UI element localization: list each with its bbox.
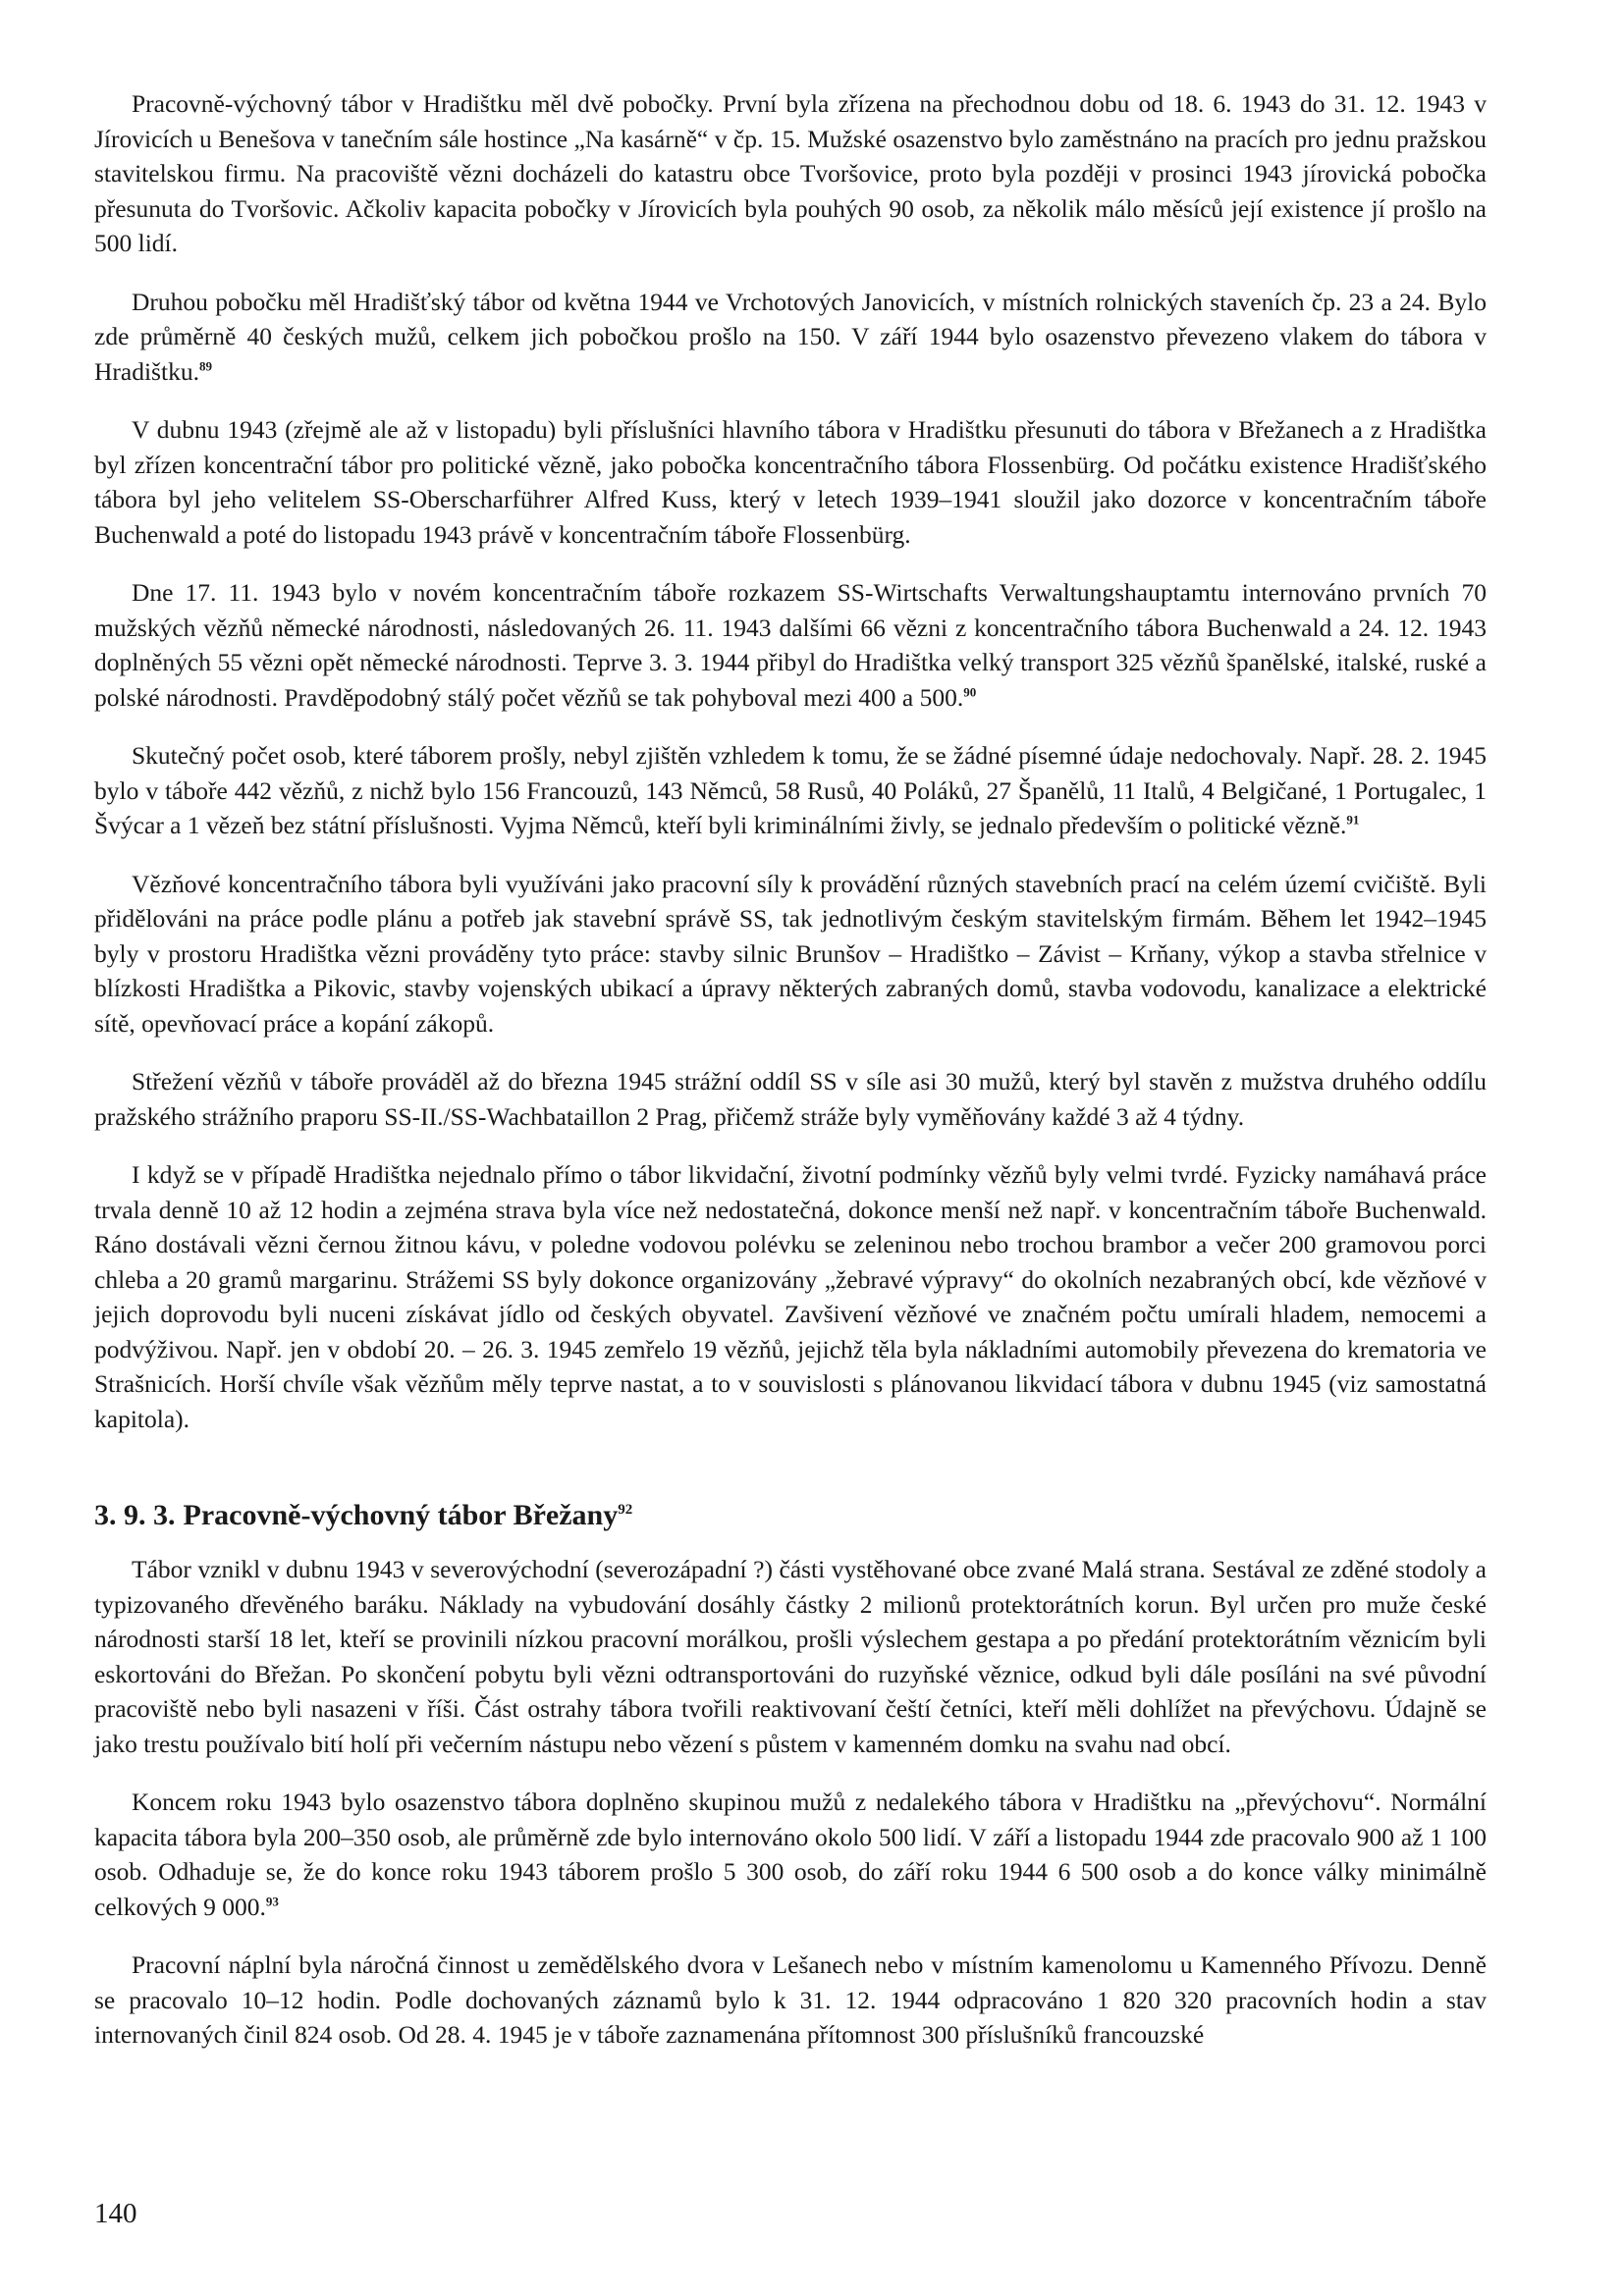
paragraph: Koncem roku 1943 bylo osazenstvo tábora doplněno skupinou mužů z nedalekého tábora v Hradištku na „převýchovu“. Normální kapacita tábora byla 200–350 osob, ale průměrně zde bylo internováno okolo 500 lidí. V září a listopadu 1944 zde pracovalo 900 až 1 100 osob. Odhaduje se, že do konce roku 1943 táborem prošlo 5 300 osob, do září roku 1944 6 500 osob a do konce války minimálně celkových 9 000.93 [94,1788,1487,1921]
paragraph: Druhou pobočku měl Hradišťský tábor od května 1944 ve Vrchotových Janovicích, v místních rolnických staveních čp. 23 a 24. Bylo zde průměrně 40 českých mužů, celkem jich pobočkou prošlo na 150. V září 1944 bylo osazenstvo převezeno vlakem do tábora v Hradištku.$^{89}$ [94,287,1487,386]
paragraph: Pracovně-výchovný tábor v Hradištku měl dvě pobočky. První byla zřízena na přechodnou dobu od 18. 6. 1943 do 31. 12. 1943 v Jírovicích u Benešova v tanečním sále hostince „Na kasárně“ v čp. 15. Mužské osazenstvo bylo zaměstnáno na pracích pro jednu pražskou stavitelskou firmu. Na pracoviště vězni docházeli do katastru obce Tvoršovice, proto byla později v prosinci 1943 jírovická pobočka přesunuta do Tvoršovic. Ačkoliv kapacita pobočky v Jírovicích byla pouhých 90 osob, za několik málo měsíců její existence jí prošlo na 500 lidí. [94,89,1487,257]
section-number: 3. 9. 3. [94,1499,176,1531]
paragraph: Vězňové koncentračního tábora byli využíváni jako pracovní síly k provádění různých stavebních prací na celém území cvičiště. Byli přidělováni na práce podle plánu a potřeb jak stavební správě SS, tak jednotlivým českým stavitelským firmám. Během let 1942–1945 byly v prostoru Hradištka vězni prováděny tyto práce: stavby silnic Brunšov – Hradištko – Závist – Krňany, výkop a stavba střelnice v blízkosti Hradištka a Pikovic, stavby vojenských ubikací a úpravy některých zabraných domů, stavba vodovodu, kanalizace a elektrické sítě, opevňovací práce a kopání zákopů. [94,869,1487,1038]
page-body [94,86,1487,2076]
page-number: 140 [94,2198,137,2229]
footnote-ref[interactable]: 90 [963,684,977,699]
paragraphs-after [94,1552,1487,2053]
footnote-ref[interactable]: 92 [618,1502,633,1518]
paragraph: Pracovní náplní byla náročná činnost u zemědělského dvora v Lešanech nebo v místním kamenolomu u Kamenného Přívozu. Denně se pracovalo 10–12 hodin. Podle dochovaných záznamů bylo k 31. 12. 1944 odpracováno 1 820 320 pracovních hodin a stav internovaných činil 824 osob. Od 28. 4. 1945 je v táboře zaznamenána přítomnost 300 příslušníků francouzské [94,1950,1487,2049]
paragraphs-before [94,86,1487,1436]
section-title: Pracovně-výchovný tábor Břežany [183,1499,619,1531]
footnote-ref[interactable]: 89 [198,358,212,373]
paragraph: Skutečný počet osob, které táborem prošly, nebyl zjištěn vzhledem k tomu, že se žádné písemné údaje nedochovaly. Např. 28. 2. 1945 bylo v táboře 442 vězňů, z nichž bylo 156 Francouzů, 143 Němců, 58 Rusů, 40 Poláků, 27 Španělů, 11 Italů, 4 Belgičané, 1 Portugalec, 1 Švýcar a 1 vězeň bez státní příslušnosti. Vyjma Němců, kteří byli kriminálními živly, se jednalo především o politické vězně.$^{91}$ [94,741,1487,839]
paragraph: Tábor vznikl v dubnu 1943 v severovýchodní (severozápadní ?) části vystěhované obce zvané Malá strana. Sestával ze zděné stodoly a typizovaného dřevěného baráku. Náklady na vybudování dosáhly částky 2 milionů protektorátních korun. Byl určen pro muže české národnosti starší 18 let, kteří se provinili nízkou pracovní morálkou, prošli výslechem gestapa a po předání protektorátním věznicím byli eskortováni do Břežan. Po skončení pobytu byli vězni odtransportováni do ruzyňské věznice, odkud byli dále posíláni na své původní pracoviště nebo byli nasazeni v říši. Část ostrahy tábora tvořili reaktivovaní čeští četníci, kteří měli dohlížet na převýchovu. Údajně se jako trestu používalo bití holí při večerním nástupu nebo vězení s půstem v kamenném domku na svahu nad obcí. [94,1555,1487,1758]
paragraph: Střežení vězňů v táboře prováděl až do března 1945 strážní oddíl SS v síle asi 30 mužů, který byl stavěn z mužstva druhého oddílu pražského strážního praporu SS-II./SS-Wachbataillon 2 Prag, přičemž stráže byly vyměňovány každé 3 až 4 týdny. [94,1067,1487,1131]
footnote-ref[interactable]: 93 [265,1894,279,1908]
section-heading [94,1497,1487,1534]
paragraph: I když se v případě Hradištka nejednalo přímo o tábor likvidační, životní podmínky vězňů byly velmi tvrdé. Fyzicky namáhavá práce trvala denně 10 až 12 hodin a zejména strava byla více než nedostatečná, dokonce menší než např. v koncentračním táboře Buchenwald. Ráno dostávali vězni černou žitnou kávu, v poledne vodovou polévku se zeleninou nebo trochou brambor a večer 200 gramovou porci chleba a 20 gramů margarinu. Strážemi SS byly dokonce organizovány „žebravé výpravy“ do okolních nezabraných obcí, kde vězňové v jejich doprovodu byli nuceni získávat jídlo od českých obyvatel. Zavšivení vězňové ve značném počtu umírali hladem, nemocemi a podvýživou. Např. jen v období 20. – 26. 3. 1945 zemřelo 19 vězňů, jejichž těla byla nákladními automobily převezena do krematoria ve Strašnicích. Horší chvíle však vězňům měly teprve nastat, a to v souvislosti s plánovanou likvidací tábora v dubnu 1945 (viz samostatná kapitola). [94,1160,1487,1433]
paragraph: V dubnu 1943 (zřejmě ale až v listopadu) byli příslušníci hlavního tábora v Hradištku přesunuti do tábora v Břežanech a z Hradištka byl zřízen koncentrační tábor pro politické vězně, jako pobočka koncentračního tábora Flossenbürg. Od počátku existence Hradišťského tábora byl jeho velitelem SS-Oberscharführer Alfred Kuss, který v letech 1939–1941 sloužil jako dozorce v koncentračním táboře Buchenwald a poté do listopadu 1943 právě v koncentračním táboře Flossenbürg. [94,415,1487,549]
paragraph: Dne 17. 11. 1943 bylo v novém koncentračním táboře rozkazem SS-Wirtschafts Verwaltungshauptamtu internováno prvních 70 mužských vězňů německé národnosti, následovaných 26. 11. 1943 dalšími 66 vězni z koncentračního tábora Buchenwald a 24. 12. 1943 doplněných 55 vězni opět německé národnosti. Teprve 3. 3. 1944 přibyl do Hradištka velký transport 325 vězňů španělské, italské, ruské a polské národnosti. Pravděpodobný stálý počet vězňů se tak pohyboval mezi 400 a 500.90 [94,578,1487,712]
footnote-ref[interactable]: 91 [1346,812,1360,828]
